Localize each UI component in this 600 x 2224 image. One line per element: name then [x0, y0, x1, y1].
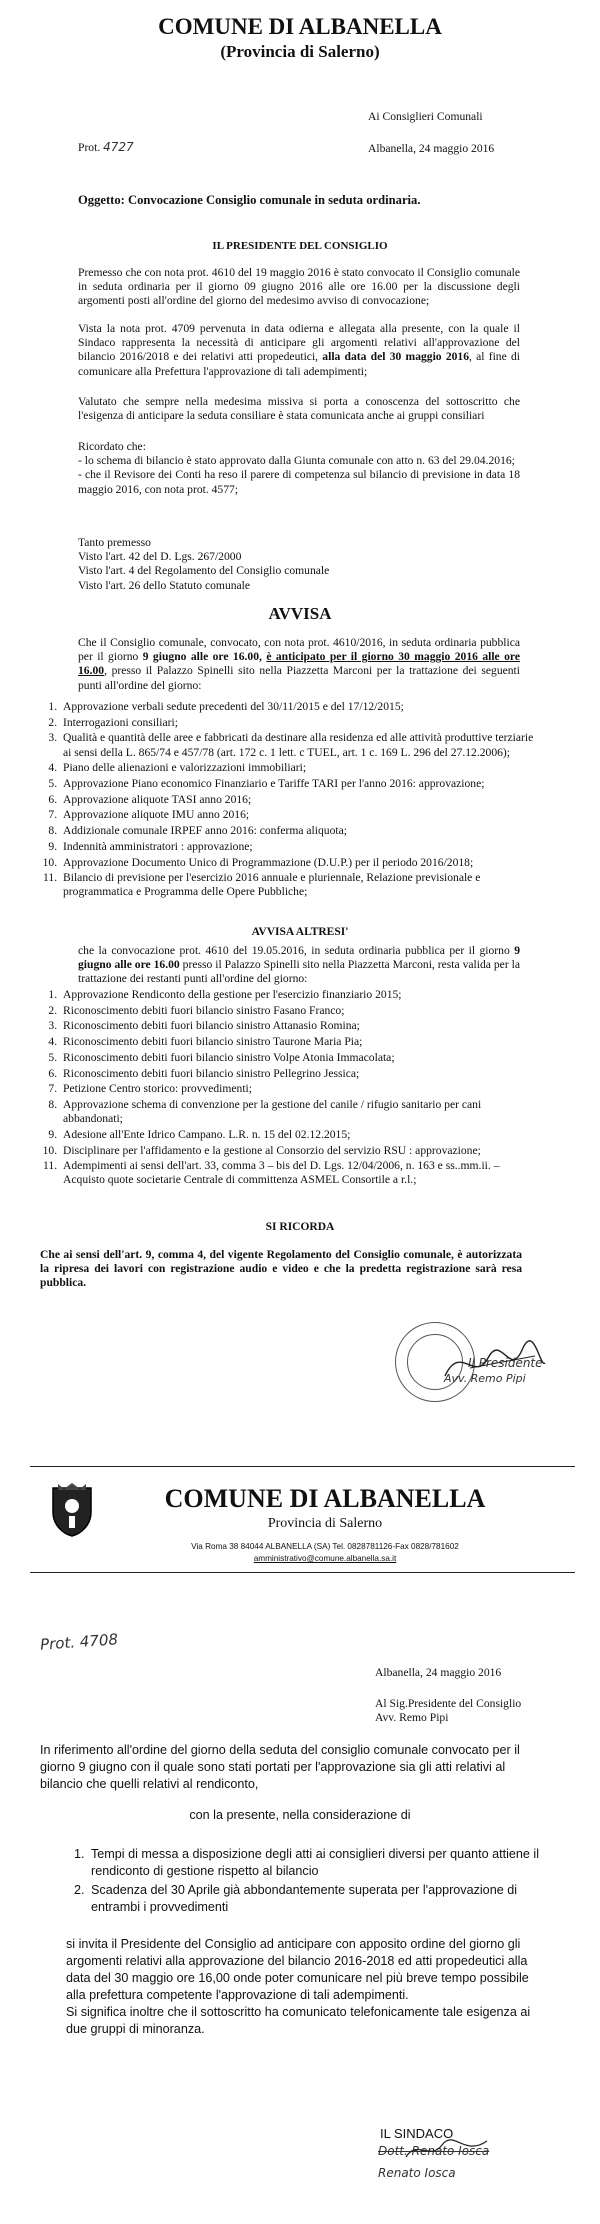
- letterhead-address: Via Roma 38 84044 ALBANELLA (SA) Tel. 0828781126-Fax 0828/781602: [191, 1542, 459, 1551]
- consideration-item: 2. Scadenza del 30 Aprile già abbondantemente superata per l'approvazione di entrambi i provvedimenti: [88, 1882, 548, 1916]
- subject: Oggetto: Convocazione Consiglio comunale in seduta ordinaria.: [78, 193, 421, 207]
- agenda-item: 11. Bilancio di previsione per l'esercizio 2016 annuale e pluriennale, Relazione previsionale e programmatica e Programma delle Opere Pubbliche;: [60, 871, 542, 899]
- avvisa-text: Che il Consiglio comunale, convocato, con nota prot. 4610/2016, in seduta ordinaria pubblica per il giorno 9 giugno alle ore 16.00, è anticipato per il giorno 30 maggio 2016 alle ore 16.00, presso il Palazzo Spinelli sito nella Piazzetta Marconi per la trattazione dei seguenti punti all'ordine del giorno:: [78, 636, 520, 692]
- agenda-item: 9. Indennità amministratori : approvazione;: [60, 840, 542, 854]
- consideration-item: 1. Tempi di messa a disposizione degli atti ai consiglieri diversi per quanto attiene il rendiconto di gestione rispetto al bilancio: [88, 1846, 548, 1880]
- avvisa-agenda-list: [40, 700, 542, 901]
- agenda-item: 1. Approvazione verbali sedute precedenti del 30/11/2015 e del 17/12/2015;: [60, 700, 542, 714]
- agenda-item: 6. Approvazione aliquote TASI anno 2016;: [60, 793, 542, 807]
- agenda-item: 8. Addizionale comunale IRPEF anno 2016: conferma aliquota;: [60, 824, 542, 838]
- president-heading: IL PRESIDENTE DEL CONSIGLIO: [212, 240, 388, 252]
- agenda-item: 8. Approvazione schema di convenzione per la gestione del canile / rifugio sanitario per cani abbandonati;: [60, 1098, 542, 1126]
- letterhead-title: COMUNE DI ALBANELLA: [164, 1484, 486, 1513]
- mayor-name: Dott. Renato Iosca: [378, 2144, 490, 2158]
- agenda-item: 5. Approvazione Piano economico Finanziario e Tariffe TARI per l'anno 2016: approvazione;: [60, 777, 542, 791]
- coat-of-arms-icon: [50, 1482, 94, 1538]
- altresi-heading: AVVISA ALTRESI': [251, 926, 349, 938]
- agenda-item: 11. Adempimenti ai sensi dell'art. 33, comma 3 – bis del D. Lgs. 12/04/2006, n. 163 e ss..mm.ii. – Acquisto quote societarie Centrale di committenza ASMEL Consortile a r.l.;: [60, 1159, 542, 1187]
- ricordato-item: - che il Revisore dei Conti ha reso il parere di competenza sul bilancio di previsione in data 18 maggio 2016, con nota prot. 4577;: [78, 468, 520, 496]
- agenda-item: 2. Interrogazioni consiliari;: [60, 716, 542, 730]
- mayor-handwritten-signature: [402, 2135, 492, 2165]
- agenda-item: 2. Riconoscimento debiti fuori bilancio sinistro Fasano Franco;: [60, 1004, 542, 1018]
- paragraph-valutato: Valutato che sempre nella medesima missiva si porta a conoscenza del sottoscritto che l'esigenza di anticipare la seduta consiliare è stata comunicata anche ai gruppi consiliari: [78, 395, 520, 423]
- letter-place-date: Albanella, 24 maggio 2016: [375, 1666, 502, 1679]
- signature-title: Il Presidente: [468, 1356, 543, 1370]
- ricordato-label: Ricordato che:: [78, 440, 146, 453]
- prot-handwritten-2: Prot. 4708: [39, 1630, 119, 1654]
- tanto-line: Visto l'art. 42 del D. Lgs. 267/2000: [78, 550, 242, 564]
- paragraph-vista: Vista la nota prot. 4709 pervenuta in data odierna e allegata alla presente, con la quale il Sindaco rappresenta la necessità di anticipare gli argomenti relativi all'approvazione del bilancio 2016/2018 e dei relativi atti propedeutici, alla data del 30 maggio 2016, al fine di comunicare alla Prefettura l'approvazione di tali adempimenti;: [78, 322, 520, 378]
- agenda-item: 10. Disciplinare per l'affidamento e la gestione al Consorzio del servizio RSU : approvazione;: [60, 1144, 542, 1158]
- header-title: COMUNE DI ALBANELLA: [158, 14, 442, 39]
- altresi-agenda-list: [40, 988, 542, 1189]
- page-divider: [30, 1466, 575, 1467]
- tanto-block: [78, 536, 520, 593]
- altresi-text: che la convocazione prot. 4610 del 19.05.2016, in seduta ordinaria pubblica per il giorno 9 giugno alle ore 16.00 presso il Palazzo Spinelli sito nella Piazzetta Marconi, resta valida per la trattazione dei restanti punti all'ordine del giorno:: [78, 944, 520, 986]
- letter-body-consideration: con la presente, nella considerazione di: [189, 1808, 411, 1822]
- agenda-item: 6. Riconoscimento debiti fuori bilancio sinistro Pellegrino Jessica;: [60, 1067, 542, 1081]
- agenda-item: 10. Approvazione Documento Unico di Programmazione (D.U.P.) per il periodo 2016/2018;: [60, 856, 542, 870]
- letterhead-subtitle: Provincia di Salerno: [267, 1516, 383, 1531]
- place-date: Albanella, 24 maggio 2016: [368, 142, 495, 155]
- agenda-item: 9. Adesione all'Ente Idrico Campano. L.R. n. 15 del 02.12.2015;: [60, 1128, 542, 1142]
- prot-number: Prot. 4727: [78, 140, 134, 154]
- mayor-name-signature: Renato Iosca: [378, 2166, 456, 2180]
- prot-handwritten: 4727: [103, 140, 134, 154]
- letter-body-intro: In riferimento all'ordine del giorno della seduta del consiglio comunale convocato per il giorno 9 giugno con il quale sono stati portati per l'approvazione sia gli atti relativi al bilancio che quelli relativi al rendiconto,: [40, 1743, 520, 1791]
- tanto-line: Visto l'art. 26 dello Statuto comunale: [78, 578, 251, 592]
- avvisa-heading: AVVISA: [268, 604, 332, 623]
- signature-name: Avv. Remo Pipi: [444, 1372, 526, 1385]
- agenda-item: 1. Approvazione Rendiconto della gestione per l'esercizio finanziario 2015;: [60, 988, 542, 1002]
- ricordato-item: - lo schema di bilancio è stato approvato dalla Giunta comunale con atto n. 63 del 29.04.2016;: [78, 454, 515, 468]
- letter-body-invite: si invita il Presidente del Consiglio ad anticipare con apposito ordine del giorno gli argomenti relativi alla approvazione del bilancio 2016-2018 ed atti propedeutici alla data del 30 maggio ore 16,00 onde poter comunicare nel più breve tempo possibile alla prefettura competente l'approvazione di tali adempimenti. Si significa inoltre che il sottoscritto ha comunicato telefonicamente tale esigenza ai due gruppi di minoranza.: [66, 1937, 531, 2036]
- letter-addressee: Al Sig.Presidente del Consiglio Avv. Remo Pipi: [375, 1697, 522, 1725]
- letterhead-email: amministrativo@comune.albanella.sa.it: [253, 1554, 397, 1563]
- tanto-line: Visto l'art. 4 del Regolamento del Consiglio comunale: [78, 564, 330, 578]
- ricordato-block: [78, 440, 520, 497]
- agenda-item: 5. Riconoscimento debiti fuori bilancio sinistro Volpe Atonia Immacolata;: [60, 1051, 542, 1065]
- letter-consideration-list: [68, 1846, 548, 1917]
- agenda-item: 3. Qualità e quantità delle aree e fabbricati da destinare alla residenza ed alle attività produttive terziarie ai sensi della L. 865/74 e 457/78 (art. 172 c. 1 lett. c TUEL, art. 1 c. 169 L. 296 del 27.12.2006);: [60, 731, 542, 759]
- mayor-title: IL SINDACO: [380, 2126, 454, 2141]
- tanto-line: Tanto premesso: [78, 536, 151, 549]
- paragraph-premesso: Premesso che con nota prot. 4610 del 19 maggio 2016 è stato convocato il Consiglio comunale in seduta ordinaria per il giorno 09 giugno 2016 alle ore 16.00 per la discussione degli argomenti posti all'ordine del giorno del medesimo avviso di convocazione;: [78, 266, 520, 308]
- ricorda-heading: SI RICORDA: [265, 1221, 335, 1233]
- agenda-item: 4. Piano delle alienazioni e valorizzazioni immobiliari;: [60, 761, 542, 775]
- handwritten-signature: [440, 1338, 550, 1388]
- agenda-item: 7. Approvazione aliquote IMU anno 2016;: [60, 808, 542, 822]
- header-subtitle: (Provincia di Salerno): [220, 42, 380, 61]
- agenda-item: 4. Riconoscimento debiti fuori bilancio sinistro Taurone Maria Pia;: [60, 1035, 542, 1049]
- agenda-item: 7. Petizione Centro storico: provvedimenti;: [60, 1082, 542, 1096]
- letterhead-divider: [30, 1572, 575, 1573]
- ricorda-text: Che ai sensi dell'art. 9, comma 4, del vigente Regolamento del Consiglio comunale, è autorizzata la ripresa dei lavori con registrazione audio e video e che la predetta registrazione sarà resa pubblica.: [40, 1248, 522, 1290]
- addressee: Ai Consiglieri Comunali: [368, 110, 483, 123]
- agenda-item: 3. Riconoscimento debiti fuori bilancio sinistro Attanasio Romina;: [60, 1019, 542, 1033]
